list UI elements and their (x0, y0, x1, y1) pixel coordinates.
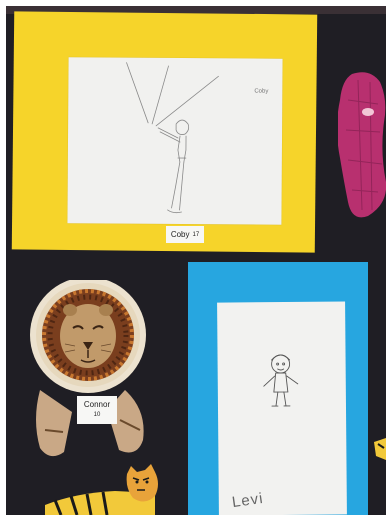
tiger-artwork (45, 460, 165, 515)
levi-drawing-paper (217, 301, 347, 515)
connor-age: 10 (93, 412, 101, 418)
coby-name: Coby (170, 230, 190, 239)
levi-drawing-sketch (217, 301, 347, 515)
coby-age: 17 (192, 231, 200, 238)
levi-handwritten-name: Levi (230, 489, 265, 512)
coby-drawing-paper (67, 57, 282, 224)
pink-artwork (338, 70, 386, 220)
yellow-artwork-fragment (372, 438, 386, 460)
coby-drawing-sketch (67, 57, 282, 224)
coby-name-label (166, 226, 204, 243)
connor-name-label (77, 396, 117, 424)
connor-name: Connor (83, 400, 111, 409)
lion-paper-plate-artwork (25, 280, 160, 465)
coby-paper-signature: Coby (254, 88, 269, 95)
